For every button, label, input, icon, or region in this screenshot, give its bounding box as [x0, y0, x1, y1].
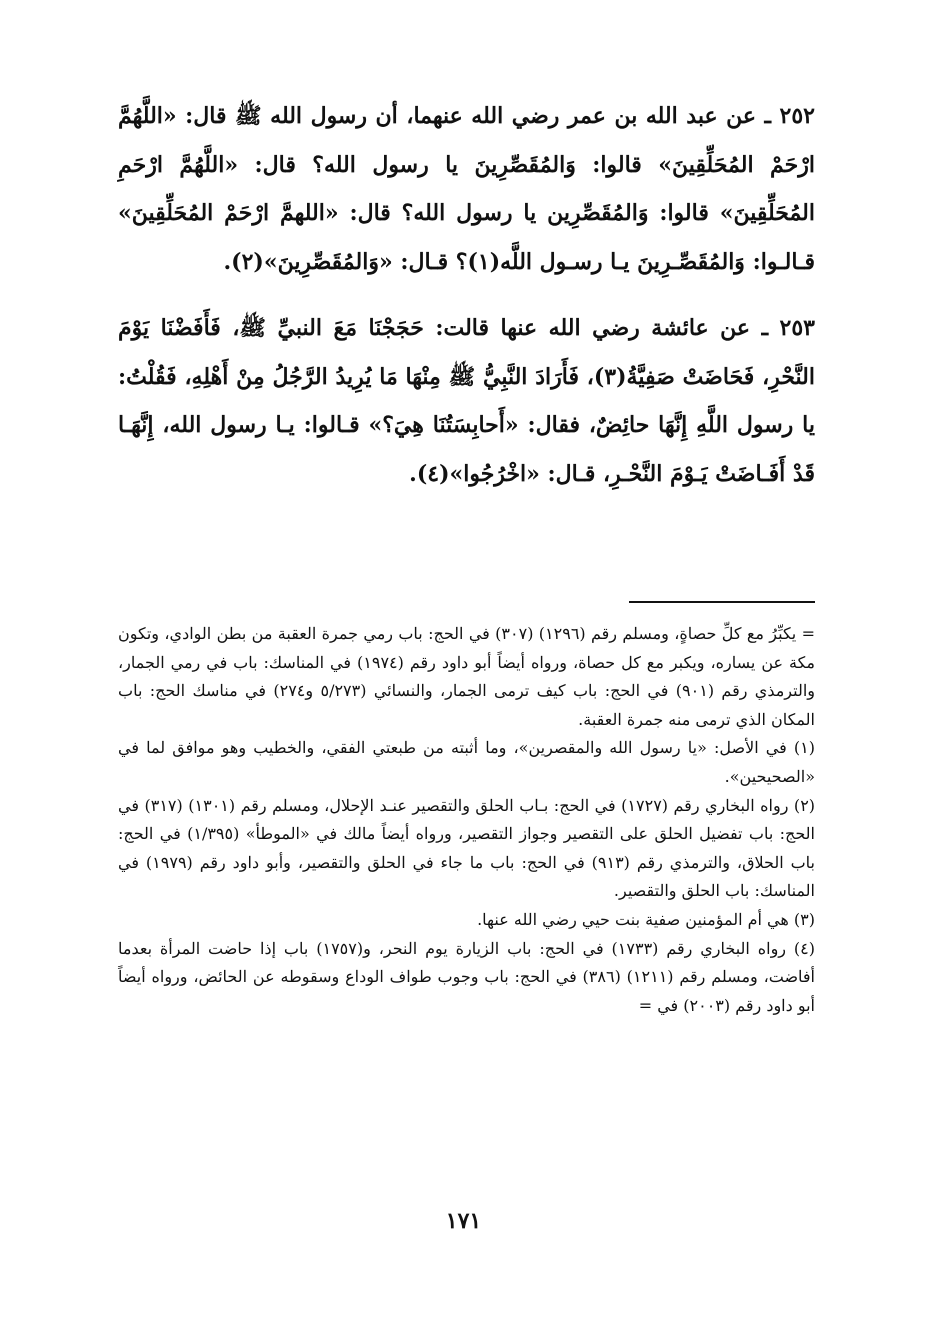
footnote-2: (٢) رواه البخاري رقم (١٧٢٧) في الحج: بـاب الحلق والتقصير عنـد الإحلال، ومسلم رقم (١٣٠١) (٣١٧) في الحج: باب تفضيل الحلق على التقصير وجواز التقصير، ورواه أيضاً مالك في «الموطأ» (١/٣٩٥) في الحج: باب الحلاق، والترمذي رقم (٩١٣) في الحج: باب ما جاء في الحلق والتقصير، وأبو داود رقم (١٩٧٩) في المناسك: باب الحلق والتقصير. — [118, 795, 816, 901]
hadith-252: ٢٥٢ ـ عن عبد الله بن عمر رضي الله عنهما، أن رسول الله ﷺ قال: «اللَّهُمَّ ارْحَمْ المُحَلِّقِينَ» قالوا: وَالمُقَصِّرِينَ يا رسول الله؟ قال: «اللَّهُمَّ ارْحَمِ المُحَلِّقِينَ» قالوا: وَالمُقَصِّرِين يا رسول الله؟ قال: «اللهمَّ ارْحَمْ المُحَلِّقِينَ» قـالـوا: وَالمُقَصِّـرِينَ يـا رسـول اللَّه(١)؟ قـال: «وَالمُقَصِّرِينَ»(٢). — [118, 103, 815, 275]
footnote-3: (٣) هي أم المؤمنين صفية بنت حيي رضي الله عنها. — [477, 909, 815, 929]
footnote-4: (٤) رواه البخاري رقم (١٧٣٣) في الحج: باب الزيارة يوم النحر، و(١٧٥٧) باب إذا حاضت المرأة بعدما أفاضت، ومسلم رقم (١٢١١) (٣٨٦) في الحج: باب وجوب طواف الوداع وسقوطه عن الحائض، ورواه أيضاً أبو داود رقم (٢٠٠٣) في = — [118, 938, 816, 1015]
page-number: ١٧١ — [445, 1208, 482, 1234]
footnotes — [118, 620, 815, 1020]
hadith-253: ٢٥٣ ـ عن عائشة رضي الله عنها قالت: حَجَجْنَا مَعَ النبيِّ ﷺ، فَأَفَضْنَا يَوْمَ النَّحْرِ، فَحَاضَتْ صَفِيَّةُ(٣)، فَأَرَادَ النَّبِيُّ ﷺ مِنْهَا مَا يُرِيدُ الرَّجُلُ مِنْ أَهْلِهِ، فَقُلْتُ: يا رسول اللَّهِ إِنَّهَا حائِضٌ، فقال: «أَحابِسَتُنَا هِيَ؟» قـالوا: يـا رسول الله، إِنَّهَـا قَدْ أَفَـاضَتْ يَـوْمَ النَّحْـرِ، قـال: «اخْرُجُوا»(٤). — [118, 315, 815, 487]
footnote-1: (١) في الأصل: «يا رسول الله والمقصرين»، وما أثبته من طبعتي الفقي، والخطيب وهو موافق لما في «الصحيحين». — [118, 738, 815, 786]
main-text — [118, 92, 815, 516]
footnote-separator — [629, 601, 815, 603]
footnote-continued: = يكبِّرُ مع كلِّ حصاةٍ، ومسلم رقم (١٢٩٦) (٣٠٧) في الحج: باب رمي جمرة العقبة من بطن الوادي، وتكون مكة عن يساره، ويكبر مع كل حصاة، ورواه أيضاً أبو داود رقم (١٩٧٤) في المناسك: باب في رمي الجمار، والترمذي رقم (٩٠١) في الحج: باب كيف ترمى الجمار، والنسائي (٥/٢٧٣ و٢٧٤) في مناسك الحج: باب المكان الذي ترمى منه جمرة العقبة. — [118, 624, 816, 729]
